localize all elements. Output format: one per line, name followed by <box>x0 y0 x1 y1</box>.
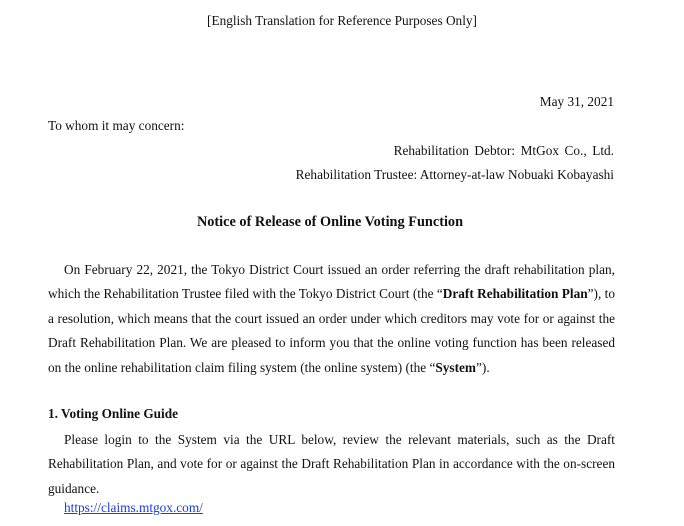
translation-note: [English Translation for Reference Purposes Only] <box>207 13 477 28</box>
intro-paragraph <box>48 258 615 380</box>
intro-text-c: ”). <box>476 359 490 375</box>
intro-text-b: ”), to a resolution, which means that the court issued an order under which creditors may vote for or against the Draft Rehabilitation Plan. We are pleased to inform you that the online voting function has been released on the online rehabilitation claim filing system (the online system) (the “ <box>48 286 615 375</box>
rehabilitation-trustee: Rehabilitation Trustee: Attorney-at-law Nobuaki Kobayashi <box>295 167 614 182</box>
intro-bold-draft-plan: Draft Rehabilitation Plan <box>442 286 588 302</box>
section-heading-voting-guide: 1. Voting Online Guide <box>48 406 179 421</box>
intro-text-a: On February 22, 2021, the Tokyo District Court issued an order referring the draft rehabilitation plan, which the Rehabilitation Trustee filed with the Tokyo District Court (the “ <box>48 262 615 302</box>
rehabilitation-debtor: Rehabilitation Debtor: MtGox Co., Ltd. <box>393 143 614 158</box>
intro-bold-system: System <box>435 359 476 375</box>
notice-date: May 31, 2021 <box>539 94 614 109</box>
voting-guide-paragraph: Please login to the System via the URL below, review the relevant materials, such as the Draft Rehabilitation Plan, and vote for or against the Draft Rehabilitation Plan in accordance with the on-screen guidance. <box>48 432 615 496</box>
salutation: To whom it may concern: <box>48 118 185 133</box>
claims-system-link[interactable]: https://claims.mtgox.com/ <box>64 500 203 515</box>
notice-title: Notice of Release of Online Voting Function <box>196 214 464 230</box>
